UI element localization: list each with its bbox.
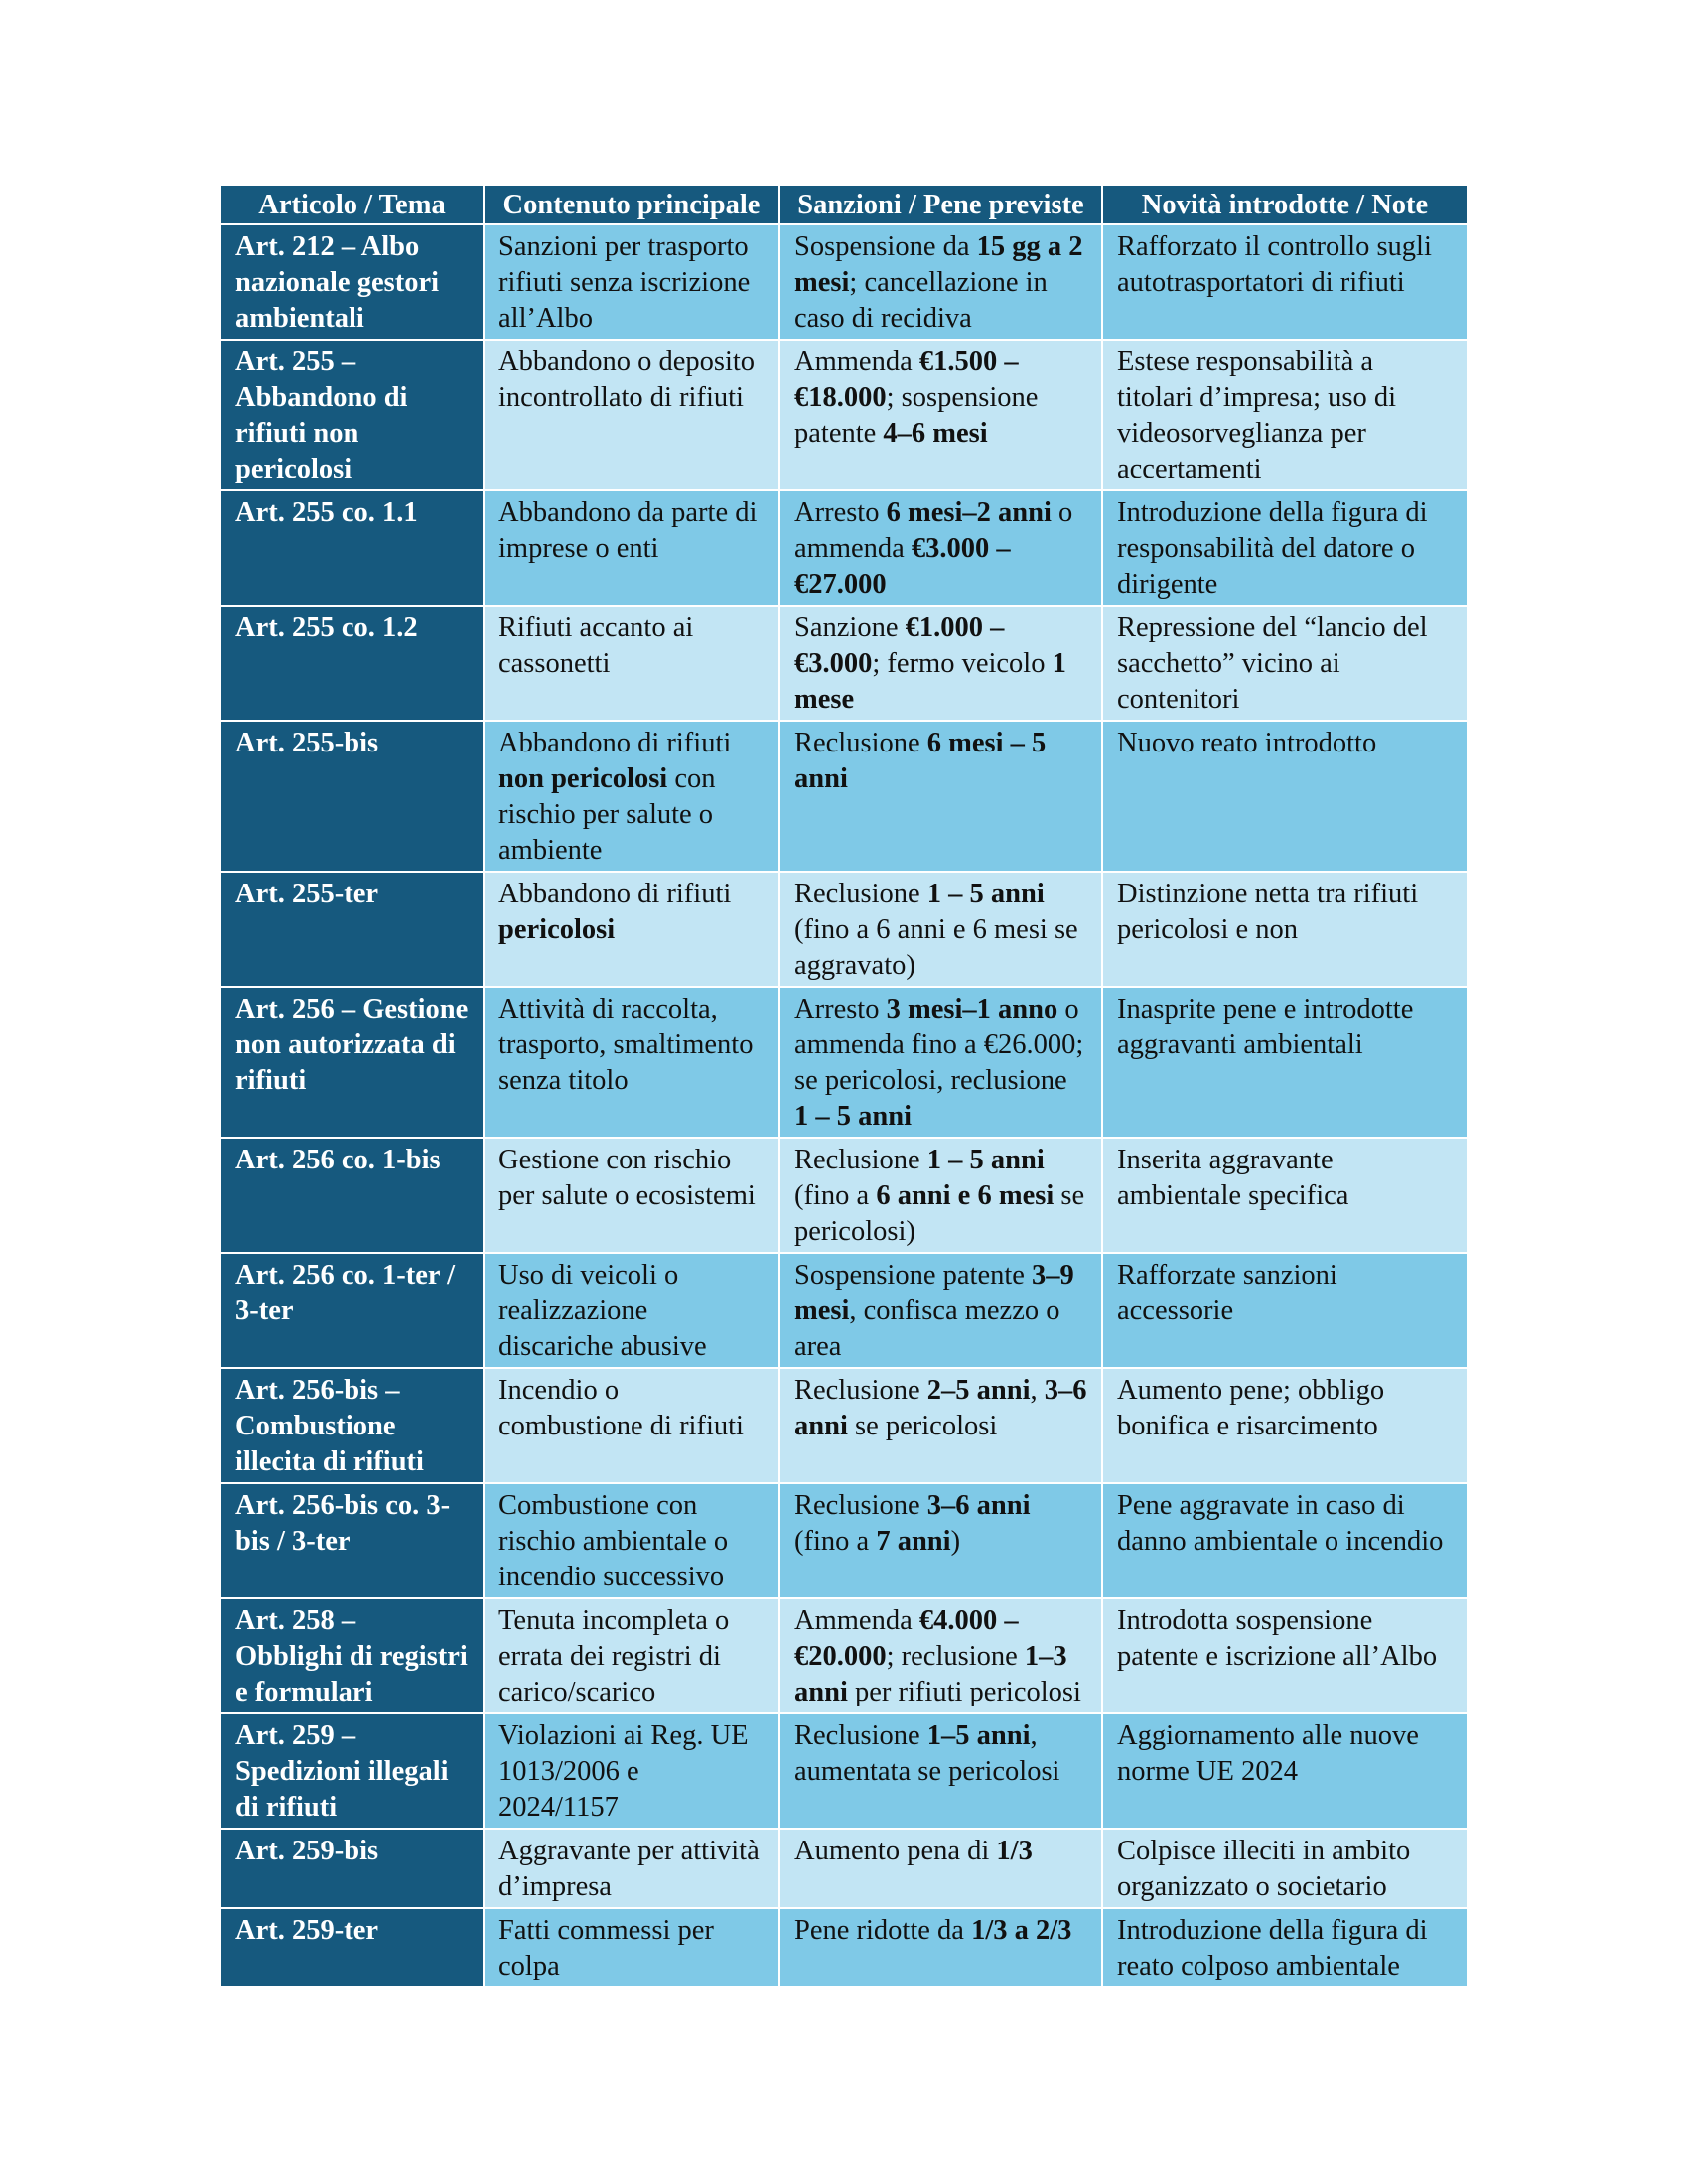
cell-articolo: Art. 256-bis co. 3-bis / 3-ter [220,1483,484,1598]
text-segment: con rischio per salute o ambiente [498,763,716,866]
table-row [220,606,1468,721]
cell-articolo: Art. 256 co. 1-bis [220,1138,484,1253]
text-segment: ) [950,1526,961,1557]
text-segment: Pene ridotte da [794,1915,972,1946]
cell-sanzioni [779,1908,1102,1987]
cell-sanzioni [779,1713,1102,1829]
cell-contenuto [484,1253,779,1368]
cell-articolo: Art. 256-bis – Combustione illecita di rifiuti [220,1368,484,1483]
text-segment: 3–6 anni [794,1375,1087,1441]
cell-note: Inasprite pene e introdotte aggravanti ambientali [1102,987,1468,1138]
sanctions-table [219,184,1469,1988]
text-segment: ; cancellazione in caso di recidiva [794,267,1048,334]
text-segment: Arresto [794,497,887,528]
cell-articolo: Art. 259 – Spedizioni illegali di rifiuti [220,1713,484,1829]
text-segment: Ammenda [794,1605,919,1636]
cell-articolo: Art. 212 – Albo nazionale gestori ambientali [220,224,484,340]
text-segment: Reclusione [794,879,927,909]
text-segment: 2–5 anni [926,1375,1031,1406]
text-segment: Reclusione [794,1375,927,1406]
cell-sanzioni [779,1138,1102,1253]
header-note: Novità introdotte / Note [1102,185,1468,224]
header-articolo: Articolo / Tema [220,185,484,224]
text-segment: Combustione con rischio ambientale o incendio successivo [498,1490,729,1592]
text-segment: 1/3 a 2/3 [971,1915,1072,1946]
table-row [220,1908,1468,1987]
text-segment: (fino a [794,1526,877,1557]
text-segment: Uso di veicoli o realizzazione discariche abusive [498,1260,707,1362]
text-segment: 1 mese [794,648,1066,715]
cell-contenuto [484,872,779,987]
text-segment: Incendio o combustione di rifiuti [498,1375,744,1441]
cell-contenuto [484,340,779,490]
text-segment: Ammenda [794,346,919,377]
cell-sanzioni [779,1368,1102,1483]
text-segment: Abbandono da parte di imprese o enti [498,497,758,564]
text-segment: 3–9 mesi [794,1260,1074,1326]
text-segment: 6 anni e 6 mesi [876,1180,1055,1211]
text-segment: Sanzioni per trasporto rifiuti senza iscrizione all’Albo [498,231,751,334]
table-row [220,1713,1468,1829]
cell-contenuto [484,1138,779,1253]
text-segment: o ammenda fino a €26.000; se pericolosi, reclusione [794,994,1084,1096]
text-segment: Attività di raccolta, trasporto, smaltimento senza titolo [498,994,754,1096]
cell-articolo: Art. 255 co. 1.2 [220,606,484,721]
text-segment: Aumento pena di [794,1836,997,1866]
text-segment: non pericolosi [498,763,668,794]
cell-note: Repressione del “lancio del sacchetto” vicino ai contenitori [1102,606,1468,721]
text-segment: se pericolosi) [794,1180,1085,1247]
table-header-row [220,185,1468,224]
text-segment: Reclusione [794,1145,927,1175]
text-segment: se pericolosi [847,1411,998,1441]
text-segment: , aumentata se pericolosi [794,1720,1060,1787]
cell-sanzioni [779,1829,1102,1908]
cell-sanzioni [779,490,1102,606]
table-row [220,490,1468,606]
text-segment: Abbandono o deposito incontrollato di rifiuti [498,346,756,413]
text-segment: 3–6 anni [926,1490,1031,1521]
cell-note: Rafforzate sanzioni accessorie [1102,1253,1468,1368]
cell-note: Introduzione della figura di responsabilità del datore o dirigente [1102,490,1468,606]
text-segment: Reclusione [794,1720,927,1751]
table-row [220,721,1468,872]
text-segment: , confisca mezzo o area [794,1296,1060,1362]
cell-contenuto [484,721,779,872]
cell-sanzioni [779,872,1102,987]
cell-contenuto [484,1598,779,1713]
cell-articolo: Art. 255 co. 1.1 [220,490,484,606]
text-segment: o ammenda [794,497,1073,564]
cell-articolo: Art. 255-bis [220,721,484,872]
text-segment: 1 – 5 anni [794,1101,912,1132]
text-segment: 7 anni [876,1526,951,1557]
table-row [220,872,1468,987]
text-segment: €1.000 – €3.000 [794,613,1005,679]
text-segment: 1–5 anni [926,1720,1031,1751]
cell-note: Aggiornamento alle nuove norme UE 2024 [1102,1713,1468,1829]
text-segment: 1–3 anni [794,1641,1067,1707]
text-segment: 1/3 [996,1836,1033,1866]
cell-contenuto [484,1829,779,1908]
cell-note: Estese responsabilità a titolari d’impresa; uso di videosorveglianza per accertamenti [1102,340,1468,490]
cell-sanzioni [779,721,1102,872]
text-segment: ; reclusione [886,1641,1025,1672]
text-segment: €4.000 – €20.000 [794,1605,1019,1672]
cell-sanzioni [779,224,1102,340]
cell-articolo: Art. 258 – Obblighi di registri e formulari [220,1598,484,1713]
cell-articolo: Art. 256 – Gestione non autorizzata di rifiuti [220,987,484,1138]
table-row [220,1138,1468,1253]
text-segment: Arresto [794,994,887,1024]
cell-sanzioni [779,1483,1102,1598]
cell-contenuto [484,1368,779,1483]
text-segment: Violazioni ai Reg. UE 1013/2006 e 2024/1157 [498,1720,749,1823]
cell-note: Colpisce illeciti in ambito organizzato o societario [1102,1829,1468,1908]
text-segment: ; fermo veicolo [872,648,1053,679]
cell-contenuto [484,1908,779,1987]
cell-note: Introduzione della figura di reato colposo ambientale [1102,1908,1468,1987]
text-segment: Aggravante per attività d’impresa [498,1836,760,1902]
table-row [220,1483,1468,1598]
text-segment: ; sospensione patente [794,382,1039,449]
cell-contenuto [484,224,779,340]
text-segment: Fatti commessi per colpa [498,1915,714,1981]
text-segment: , [1030,1375,1045,1406]
text-segment: €1.500 – €18.000 [794,346,1019,413]
table-row [220,1829,1468,1908]
cell-sanzioni [779,987,1102,1138]
cell-articolo: Art. 256 co. 1-ter / 3-ter [220,1253,484,1368]
table-row [220,340,1468,490]
cell-sanzioni [779,606,1102,721]
text-segment: Sospensione da [794,231,977,262]
text-segment: Abbandono di rifiuti [498,728,732,758]
text-segment: per rifiuti pericolosi [847,1677,1081,1707]
cell-sanzioni [779,340,1102,490]
header-sanzioni: Sanzioni / Pene previste [779,185,1102,224]
table-row [220,224,1468,340]
cell-note: Introdotta sospensione patente e iscrizione all’Albo [1102,1598,1468,1713]
text-segment: Reclusione [794,1490,927,1521]
text-segment: 1 – 5 anni [926,879,1045,909]
header-contenuto: Contenuto principale [484,185,779,224]
text-segment: (fino a 6 anni e 6 mesi se aggravato) [794,914,1078,981]
cell-articolo: Art. 255 – Abbandono di rifiuti non pericolosi [220,340,484,490]
text-segment: Abbandono di rifiuti [498,879,732,909]
cell-contenuto [484,606,779,721]
cell-contenuto [484,1483,779,1598]
table-row [220,1368,1468,1483]
text-segment: 1 – 5 anni [926,1145,1045,1175]
cell-note: Aumento pene; obbligo bonifica e risarcimento [1102,1368,1468,1483]
text-segment: 15 gg a 2 mesi [794,231,1083,298]
text-segment: Sanzione [794,613,906,643]
cell-sanzioni [779,1253,1102,1368]
text-segment: 6 mesi – 5 anni [794,728,1047,794]
cell-articolo: Art. 259-bis [220,1829,484,1908]
text-segment: Reclusione [794,728,927,758]
cell-contenuto [484,987,779,1138]
cell-note: Pene aggravate in caso di danno ambientale o incendio [1102,1483,1468,1598]
text-segment: 3 mesi–1 anno [886,994,1058,1024]
text-segment: pericolosi [498,914,616,945]
text-segment: Gestione con rischio per salute o ecosistemi [498,1145,756,1211]
cell-articolo: Art. 255-ter [220,872,484,987]
cell-note: Distinzione netta tra rifiuti pericolosi e non [1102,872,1468,987]
text-segment: Tenuta incompleta o errata dei registri di carico/scarico [498,1605,730,1707]
cell-articolo: Art. 259-ter [220,1908,484,1987]
table-row [220,1253,1468,1368]
table-body [220,224,1468,1987]
cell-contenuto [484,490,779,606]
cell-note: Nuovo reato introdotto [1102,721,1468,872]
text-segment: €3.000 – €27.000 [794,533,1011,600]
cell-note: Rafforzato il controllo sugli autotrasportatori di rifiuti [1102,224,1468,340]
cell-contenuto [484,1713,779,1829]
text-segment: 6 mesi–2 anni [886,497,1052,528]
cell-note: Inserita aggravante ambientale specifica [1102,1138,1468,1253]
cell-sanzioni [779,1598,1102,1713]
text-segment: Sospensione patente [794,1260,1033,1291]
text-segment: 4–6 mesi [883,418,988,449]
table-row [220,1598,1468,1713]
table-row [220,987,1468,1138]
text-segment: Rifiuti accanto ai cassonetti [498,613,694,679]
text-segment: (fino a [794,1180,877,1211]
